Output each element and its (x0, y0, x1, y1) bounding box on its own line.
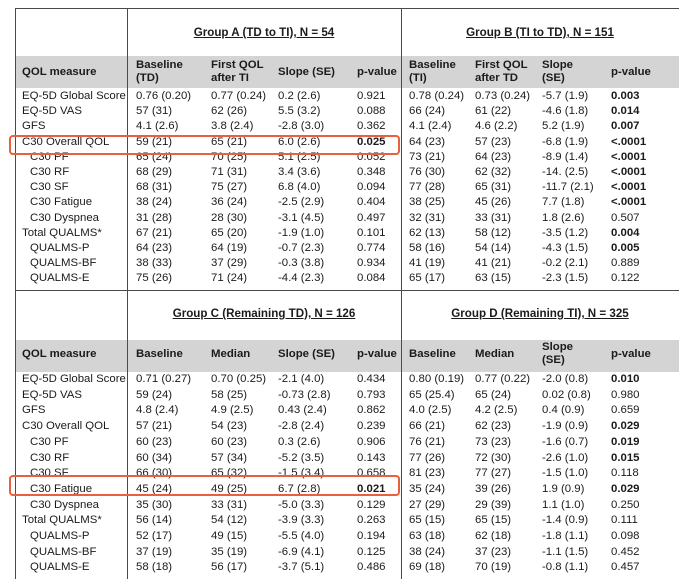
measure-label: C30 PF (30, 435, 69, 448)
group-c-p-value-cell: 0.793 (357, 388, 386, 401)
group-b-p-value-cell: <.0001 (611, 181, 647, 194)
header-b-col-1: First QOL after TD (475, 59, 528, 84)
header-c-col-3: p-value (357, 348, 397, 360)
group-d-baseline-cell: 77 (26) (409, 451, 446, 464)
group-a-baseline-cell: 38 (33) (136, 257, 173, 270)
measure-label: C30 Overall QOL (22, 420, 110, 433)
group-a-slope-cell: -1.9 (1.0) (278, 226, 325, 239)
group-a-baseline-cell: 67 (21) (136, 226, 173, 239)
measure-label: QUALMS-P (30, 242, 90, 254)
group-b-baseline-cell: 73 (21) (409, 150, 446, 163)
group-a-followup-cell: 70 (25) (211, 150, 248, 163)
group-a-followup-cell: 3.8 (2.4) (211, 120, 254, 133)
group-a-slope-cell: 5.5 (3.2) (278, 105, 321, 118)
group-a-baseline-cell: 68 (29) (136, 166, 173, 178)
measure-label: Total QUALMS* (22, 226, 102, 239)
group-b-p-value-cell: 0.003 (611, 90, 640, 102)
group-a-p-value-cell: 0.025 (357, 135, 386, 148)
group-c-followup-cell: 49 (15) (211, 530, 248, 542)
top-border (15, 8, 679, 9)
header-b-col-0: Baseline (TI) (409, 59, 456, 84)
group-c-p-value-cell: 0.021 (357, 482, 386, 495)
measure-label: QUALMS-BF (30, 257, 97, 270)
group-c-slope-cell: -5.5 (4.0) (278, 530, 325, 542)
measure-label: EQ-5D Global Score (22, 90, 126, 102)
group-d-slope-cell: 1.9 (0.9) (542, 482, 585, 495)
measure-label: C30 Dyspnea (30, 498, 100, 511)
header-b-col-2: Slope (SE) (542, 59, 574, 84)
group-d-p-value-cell: 0.010 (611, 373, 640, 385)
header-d-col-2: Slope (SE) (542, 341, 574, 366)
group-b-slope-cell: -4.3 (1.5) (542, 242, 589, 254)
group-c-followup-cell: 58 (25) (211, 388, 248, 401)
group-d-baseline-cell: 35 (24) (409, 482, 446, 495)
group-d-followup-cell: 65 (15) (475, 514, 512, 527)
group-a-slope-cell: -2.5 (2.9) (278, 196, 325, 209)
group-a-baseline-cell: 75 (26) (136, 272, 173, 285)
group-c-followup-cell: 0.70 (0.25) (211, 373, 267, 385)
group-d-p-value-cell: 0.250 (611, 498, 640, 511)
group-a-baseline-cell: 0.76 (0.20) (136, 90, 192, 102)
header-qol-measure: QOL measure (22, 66, 97, 78)
measure-label: QUALMS-E (30, 561, 90, 574)
group-d-p-value-cell: 0.019 (611, 435, 640, 448)
group-c-slope-cell: 0.3 (2.6) (278, 435, 321, 448)
group-d-slope-cell: 1.1 (1.0) (542, 498, 585, 511)
group-b-followup-cell: 33 (31) (475, 211, 512, 224)
group-c-baseline-cell: 59 (24) (136, 388, 173, 401)
group-d-p-value-cell: 0.015 (611, 451, 640, 464)
group-d-followup-cell: 65 (24) (475, 388, 512, 401)
group-a-followup-cell: 37 (29) (211, 257, 248, 270)
group-b-slope-cell: -2.3 (1.5) (542, 272, 589, 285)
group-b-slope-cell: -8.9 (1.4) (542, 150, 589, 163)
group-a-slope-cell: -4.4 (2.3) (278, 272, 325, 285)
group-d-baseline-cell: 66 (21) (409, 420, 446, 433)
group-a-slope-cell: -0.7 (2.3) (278, 242, 325, 254)
measure-label: C30 SF (30, 181, 69, 194)
group-b-slope-cell: -14. (2.5) (542, 166, 589, 178)
group-c-slope-cell: -0.73 (2.8) (278, 388, 331, 401)
group-c-followup-cell: 35 (19) (211, 545, 248, 558)
group-d-p-value-cell: 0.111 (611, 514, 638, 527)
group-d-baseline-cell: 65 (25.4) (409, 388, 455, 401)
group-b-slope-cell: -6.8 (1.9) (542, 135, 589, 148)
group-d-p-value-cell: 0.029 (611, 420, 640, 433)
group-d-slope-cell: -1.6 (0.7) (542, 435, 589, 448)
group-c-p-value-cell: 0.125 (357, 545, 386, 558)
group-b-p-value-cell: 0.014 (611, 105, 640, 118)
group-b-followup-cell: 57 (23) (475, 135, 512, 148)
group-a-slope-cell: 6.0 (2.6) (278, 135, 321, 148)
measure-label: C30 Overall QOL (22, 135, 110, 148)
group-b-slope-cell: -4.6 (1.8) (542, 105, 589, 118)
group-d-slope-cell: -1.5 (1.0) (542, 467, 589, 480)
measure-label: Total QUALMS* (22, 514, 102, 527)
group-c-p-value-cell: 0.906 (357, 435, 386, 448)
group-d-baseline-cell: 81 (23) (409, 467, 446, 480)
group-a-p-value-cell: 0.052 (357, 150, 386, 163)
group-a-baseline-cell: 4.1 (2.6) (136, 120, 179, 133)
group-b-p-value-cell: 0.007 (611, 120, 640, 133)
measure-label: EQ-5D VAS (22, 105, 82, 118)
group-d-slope-cell: -1.9 (0.9) (542, 420, 589, 433)
group-c-slope-cell: -2.1 (4.0) (278, 373, 325, 385)
group-c-baseline-cell: 45 (24) (136, 482, 173, 495)
group-a-baseline-cell: 65 (24) (136, 150, 173, 163)
group-b-p-value-cell: 0.889 (611, 257, 640, 270)
measure-label: C30 Dyspnea (30, 211, 100, 224)
group-b-slope-cell: 7.7 (1.8) (542, 196, 585, 209)
group-b-slope-cell: -3.5 (1.2) (542, 226, 589, 239)
group-d-p-value-cell: 0.457 (611, 561, 640, 574)
measure-label: C30 PF (30, 150, 69, 163)
measure-label: QUALMS-P (30, 530, 90, 542)
group-a-slope-cell: 3.4 (3.6) (278, 166, 321, 178)
measure-label: GFS (22, 120, 46, 133)
group-a-p-value-cell: 0.404 (357, 196, 386, 209)
group-a-followup-cell: 64 (19) (211, 242, 248, 254)
group-a-p-value-cell: 0.088 (357, 105, 386, 118)
group-d-p-value-cell: 0.659 (611, 404, 640, 417)
header-a-col-1: First QOL after TI (211, 59, 264, 84)
group-b-followup-cell: 41 (21) (475, 257, 512, 270)
group-c-slope-cell: -1.5 (3.4) (278, 467, 325, 480)
group-d-slope-cell: -0.8 (1.1) (542, 561, 589, 574)
group-a-followup-cell: 0.77 (0.24) (211, 90, 267, 102)
group-a-title: Group A (TD to TI), N = 54 (193, 26, 335, 39)
group-a-p-value-cell: 0.774 (357, 242, 386, 254)
group-a-slope-cell: 6.8 (4.0) (278, 181, 321, 194)
group-c-slope-cell: -2.8 (2.4) (278, 420, 325, 433)
group-a-baseline-cell: 38 (24) (136, 196, 173, 209)
group-a-p-value-cell: 0.101 (357, 226, 386, 239)
group-b-followup-cell: 65 (31) (475, 181, 512, 194)
group-a-followup-cell: 62 (26) (211, 105, 248, 118)
group-a-baseline-cell: 31 (28) (136, 211, 173, 224)
group-d-baseline-cell: 38 (24) (409, 545, 446, 558)
group-b-followup-cell: 63 (15) (475, 272, 512, 285)
group-b-followup-cell: 0.73 (0.24) (475, 90, 531, 102)
group-c-p-value-cell: 0.486 (357, 561, 386, 574)
group-c-baseline-cell: 0.71 (0.27) (136, 373, 192, 385)
header-b-col-3: p-value (611, 66, 651, 78)
group-b-slope-cell: -5.7 (1.9) (542, 90, 589, 102)
header-a-col-0: Baseline (TD) (136, 59, 183, 84)
group-d-baseline-cell: 65 (15) (409, 514, 446, 527)
group-a-followup-cell: 75 (27) (211, 181, 248, 194)
group-d-followup-cell: 4.2 (2.5) (475, 404, 518, 417)
group-c-p-value-cell: 0.658 (357, 467, 386, 480)
group-b-followup-cell: 62 (32) (475, 166, 512, 178)
group-a-p-value-cell: 0.934 (357, 257, 386, 270)
group-c-baseline-cell: 4.8 (2.4) (136, 404, 179, 417)
group-c-p-value-cell: 0.263 (357, 514, 386, 527)
highlight-c30-fatigue (9, 475, 400, 496)
group-b-baseline-cell: 65 (17) (409, 272, 446, 285)
group-b-title: Group B (TI to TD), N = 151 (466, 26, 614, 39)
group-a-slope-cell: 0.2 (2.6) (278, 90, 321, 102)
group-b-slope-cell: 5.2 (1.9) (542, 120, 585, 133)
group-a-baseline-cell: 57 (31) (136, 105, 173, 118)
group-b-baseline-cell: 0.78 (0.24) (409, 90, 465, 102)
group-c-p-value-cell: 0.862 (357, 404, 386, 417)
group-b-baseline-cell: 77 (28) (409, 181, 446, 194)
group-c-slope-cell: -3.7 (5.1) (278, 561, 325, 574)
group-c-baseline-cell: 37 (19) (136, 545, 173, 558)
header-c-col-0: Baseline (136, 348, 183, 360)
group-c-followup-cell: 54 (12) (211, 514, 248, 527)
group-b-p-value-cell: 0.122 (611, 272, 640, 285)
group-c-followup-cell: 33 (31) (211, 498, 248, 511)
group-b-p-value-cell: <.0001 (611, 196, 647, 209)
header-c-col-2: Slope (SE) (278, 348, 335, 360)
group-b-baseline-cell: 58 (16) (409, 242, 446, 254)
group-d-followup-cell: 37 (23) (475, 545, 512, 558)
group-a-p-value-cell: 0.921 (357, 90, 386, 102)
group-c-followup-cell: 56 (17) (211, 561, 248, 574)
header-d-col-0: Baseline (409, 348, 456, 360)
header-c-col-1: Median (211, 348, 251, 360)
measure-label: EQ-5D VAS (22, 388, 82, 401)
group-a-baseline-cell: 59 (21) (136, 135, 173, 148)
group-d-slope-cell: 0.02 (0.8) (542, 388, 591, 401)
group-d-followup-cell: 77 (27) (475, 467, 512, 480)
group-c-slope-cell: 6.7 (2.8) (278, 482, 321, 495)
group-d-baseline-cell: 76 (21) (409, 435, 446, 448)
header-d-col-3: p-value (611, 348, 651, 360)
group-a-p-value-cell: 0.348 (357, 166, 386, 178)
group-d-followup-cell: 70 (19) (475, 561, 512, 574)
group-d-p-value-cell: 0.980 (611, 388, 640, 401)
group-b-baseline-cell: 64 (23) (409, 135, 446, 148)
group-a-p-value-cell: 0.497 (357, 211, 386, 224)
group-a-slope-cell: -2.8 (3.0) (278, 120, 325, 133)
group-d-baseline-cell: 63 (18) (409, 530, 446, 542)
group-b-followup-cell: 54 (14) (475, 242, 512, 254)
group-a-baseline-cell: 64 (23) (136, 242, 173, 254)
group-c-p-value-cell: 0.129 (357, 498, 386, 511)
group-b-p-value-cell: 0.004 (611, 226, 640, 239)
group-a-p-value-cell: 0.094 (357, 181, 386, 194)
group-b-followup-cell: 58 (12) (475, 226, 512, 239)
group-b-p-value-cell: <.0001 (611, 166, 647, 178)
group-c-baseline-cell: 58 (18) (136, 561, 173, 574)
group-d-baseline-cell: 0.80 (0.19) (409, 373, 465, 385)
highlight-overall-qol (9, 135, 400, 155)
group-d-followup-cell: 72 (30) (475, 451, 512, 464)
group-c-baseline-cell: 60 (23) (136, 435, 173, 448)
group-c-followup-cell: 4.9 (2.5) (211, 404, 254, 417)
group-c-followup-cell: 49 (25) (211, 482, 248, 495)
group-d-slope-cell: -1.4 (0.9) (542, 514, 589, 527)
group-d-slope-cell: -1.1 (1.5) (542, 545, 589, 558)
group-d-followup-cell: 39 (26) (475, 482, 512, 495)
group-d-baseline-cell: 69 (18) (409, 561, 446, 574)
group-c-baseline-cell: 60 (34) (136, 451, 173, 464)
measure-label: QUALMS-E (30, 272, 90, 285)
group-b-p-value-cell: 0.005 (611, 242, 640, 254)
group-c-p-value-cell: 0.194 (357, 530, 386, 542)
group-b-followup-cell: 4.6 (2.2) (475, 120, 518, 133)
group-d-followup-cell: 0.77 (0.22) (475, 373, 531, 385)
group-d-p-value-cell: 0.098 (611, 530, 640, 542)
top-header-band (15, 56, 679, 88)
group-b-followup-cell: 61 (22) (475, 105, 512, 118)
group-d-slope-cell: -2.6 (1.0) (542, 451, 589, 464)
group-d-baseline-cell: 4.0 (2.5) (409, 404, 452, 417)
group-c-slope-cell: -3.9 (3.3) (278, 514, 325, 527)
header-a-col-2: Slope (SE) (278, 66, 335, 78)
measure-label: GFS (22, 404, 46, 417)
column-divider-groups (401, 8, 402, 579)
group-d-slope-cell: 0.4 (0.9) (542, 404, 585, 417)
group-c-slope-cell: -5.0 (3.3) (278, 498, 325, 511)
group-c-baseline-cell: 52 (17) (136, 530, 173, 542)
group-c-slope-cell: 0.43 (2.4) (278, 404, 327, 417)
group-c-baseline-cell: 57 (21) (136, 420, 173, 433)
group-c-p-value-cell: 0.143 (357, 451, 386, 464)
group-a-slope-cell: -3.1 (4.5) (278, 211, 325, 224)
group-d-followup-cell: 62 (18) (475, 530, 512, 542)
group-a-followup-cell: 28 (30) (211, 211, 248, 224)
header-d-col-1: Median (475, 348, 515, 360)
measure-label: C30 Fatigue (30, 196, 93, 209)
group-b-baseline-cell: 4.1 (2.4) (409, 120, 452, 133)
group-b-baseline-cell: 76 (30) (409, 166, 446, 178)
group-d-title: Group D (Remaining TI), N = 325 (451, 307, 629, 320)
group-a-slope-cell: -0.3 (3.8) (278, 257, 325, 270)
group-c-followup-cell: 65 (32) (211, 467, 248, 480)
group-b-baseline-cell: 66 (24) (409, 105, 446, 118)
group-b-slope-cell: -11.7 (2.1) (542, 181, 594, 194)
group-c-followup-cell: 57 (34) (211, 451, 248, 464)
bottom-header-band (15, 340, 679, 372)
group-c-baseline-cell: 35 (30) (136, 498, 173, 511)
group-c-followup-cell: 60 (23) (211, 435, 248, 448)
measure-label: EQ-5D Global Score (22, 373, 126, 385)
group-c-p-value-cell: 0.434 (357, 373, 386, 385)
group-a-p-value-cell: 0.362 (357, 120, 386, 133)
group-a-baseline-cell: 68 (31) (136, 181, 173, 194)
group-b-p-value-cell: <.0001 (611, 135, 647, 148)
group-c-baseline-cell: 66 (30) (136, 467, 173, 480)
group-b-baseline-cell: 62 (13) (409, 226, 446, 239)
group-c-p-value-cell: 0.239 (357, 420, 386, 433)
measure-label: C30 SF (30, 467, 69, 480)
group-d-slope-cell: -1.8 (1.1) (542, 530, 589, 542)
group-a-followup-cell: 71 (31) (211, 166, 248, 178)
group-c-title: Group C (Remaining TD), N = 126 (172, 307, 356, 320)
section-divider (15, 290, 679, 291)
group-c-slope-cell: -5.2 (3.5) (278, 451, 325, 464)
measure-label: QUALMS-BF (30, 545, 97, 558)
group-b-p-value-cell: <.0001 (611, 150, 647, 163)
group-a-followup-cell: 65 (21) (211, 135, 248, 148)
group-b-slope-cell: 1.8 (2.6) (542, 211, 585, 224)
group-c-slope-cell: -6.9 (4.1) (278, 545, 325, 558)
group-c-followup-cell: 54 (23) (211, 420, 248, 433)
group-a-slope-cell: 5.1 (2.5) (278, 150, 321, 163)
group-b-p-value-cell: 0.507 (611, 211, 640, 224)
group-b-slope-cell: -0.2 (2.1) (542, 257, 589, 270)
header-a-col-3: p-value (357, 66, 397, 78)
group-d-p-value-cell: 0.029 (611, 482, 640, 495)
group-d-followup-cell: 73 (23) (475, 435, 512, 448)
group-b-baseline-cell: 41 (19) (409, 257, 446, 270)
measure-label: C30 RF (30, 451, 70, 464)
group-d-followup-cell: 62 (23) (475, 420, 512, 433)
group-a-followup-cell: 36 (24) (211, 196, 248, 209)
header-qol-measure: QOL measure (22, 348, 97, 360)
group-c-baseline-cell: 56 (14) (136, 514, 173, 527)
group-d-slope-cell: -2.0 (0.8) (542, 373, 589, 385)
group-a-followup-cell: 65 (20) (211, 226, 248, 239)
measure-label: C30 Fatigue (30, 482, 93, 495)
group-b-baseline-cell: 32 (31) (409, 211, 446, 224)
group-d-p-value-cell: 0.452 (611, 545, 640, 558)
group-d-p-value-cell: 0.118 (611, 467, 639, 480)
group-b-followup-cell: 64 (23) (475, 150, 512, 163)
group-a-followup-cell: 71 (24) (211, 272, 248, 285)
group-b-baseline-cell: 38 (25) (409, 196, 446, 209)
group-b-followup-cell: 45 (26) (475, 196, 512, 209)
group-d-followup-cell: 29 (39) (475, 498, 512, 511)
group-d-baseline-cell: 27 (29) (409, 498, 446, 511)
measure-label: C30 RF (30, 166, 70, 178)
group-a-p-value-cell: 0.084 (357, 272, 386, 285)
